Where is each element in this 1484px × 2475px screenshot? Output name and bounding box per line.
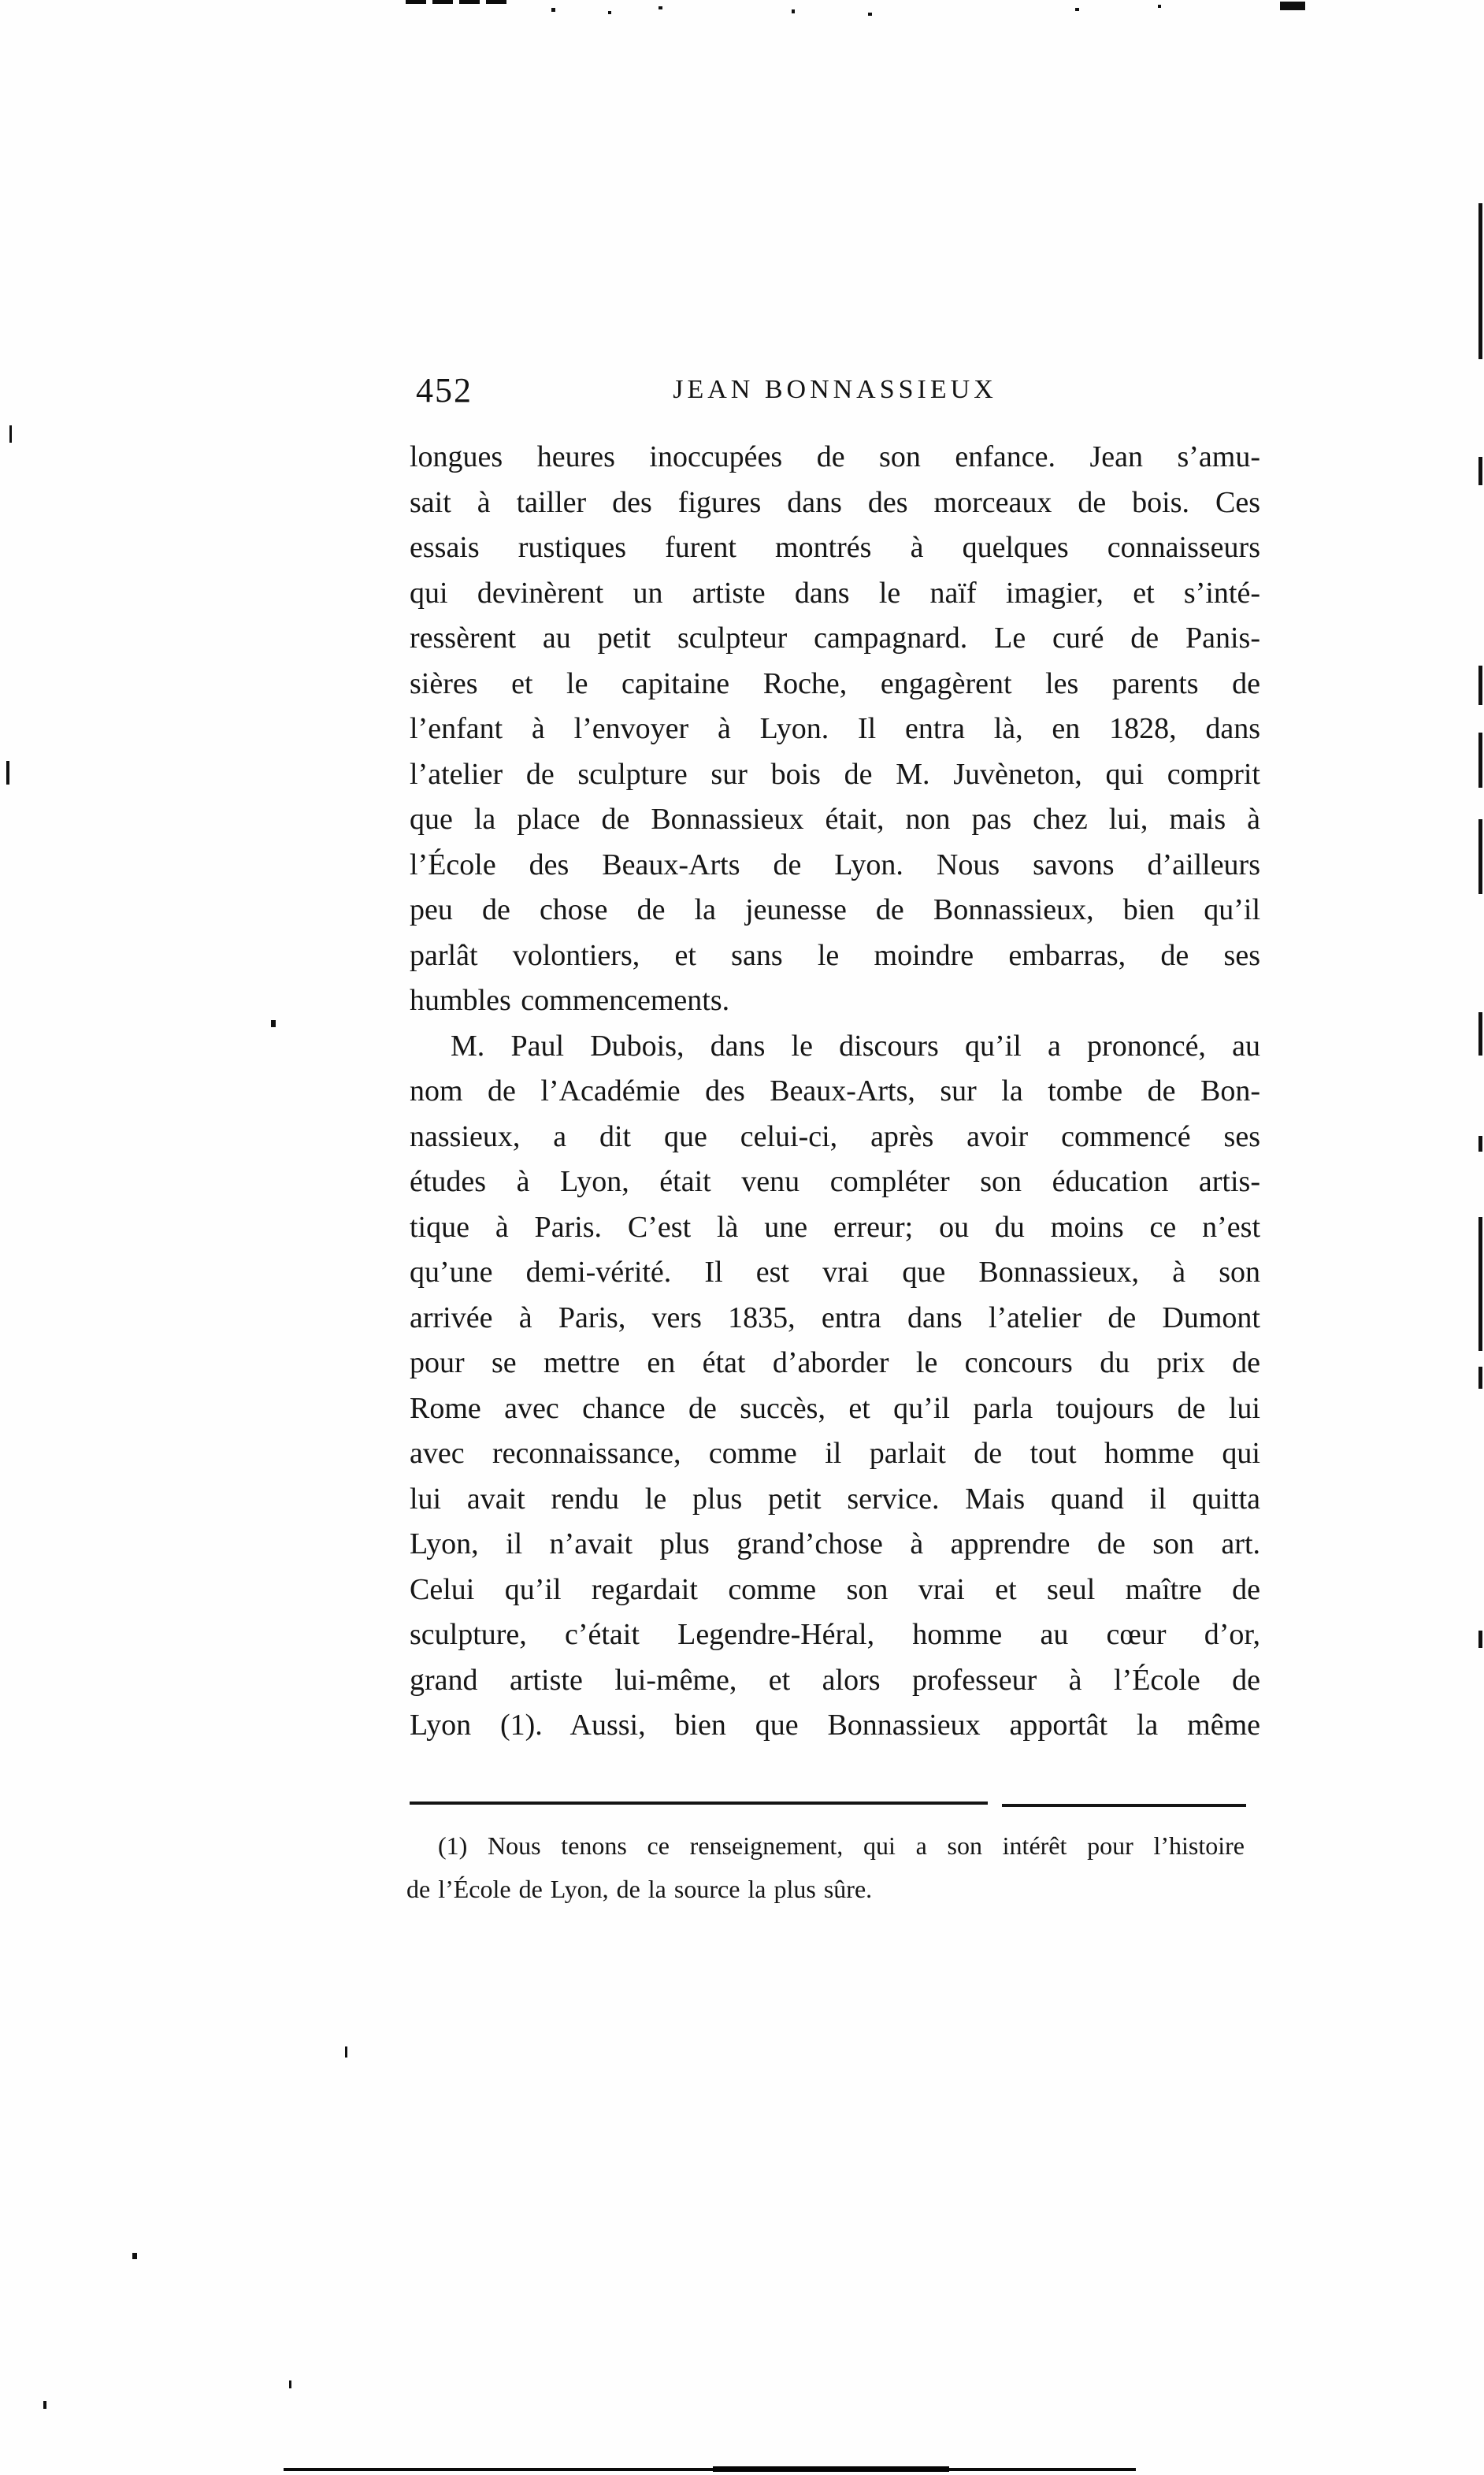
scan-edge-line <box>1478 1631 1482 1648</box>
page-number: 452 <box>416 371 473 410</box>
scan-edge-line <box>6 761 9 785</box>
text-line: sait à tailler des figures dans des morceaux de bois. Ces <box>410 485 1260 519</box>
scan-bottom-bar <box>713 2466 949 2472</box>
text-line: sculpture, c’était Legendre-Héral, homme au cœur d’or, <box>410 1618 1260 1651</box>
scan-edge-line <box>1478 1136 1482 1152</box>
text-line: de l’École de Lyon, de la source la plus sûre. <box>406 1875 873 1903</box>
text-line: l’École des Beaux-Arts de Lyon. Nous savons d’ailleurs <box>410 848 1260 881</box>
text-line: Rome avec chance de succès, et qu’il parla toujours de lui <box>410 1391 1260 1425</box>
body-text <box>410 435 1260 1749</box>
footnote-text <box>406 1824 1245 1911</box>
text-line: avec reconnaissance, comme il parlait de tout homme qui <box>410 1437 1260 1470</box>
scan-speckle <box>551 8 555 12</box>
text-line: longues heures inoccupées de son enfance. Jean s’amu- <box>410 440 1260 473</box>
scan-speckle <box>659 6 662 9</box>
text-line: arrivée à Paris, vers 1835, entra dans l’atelier de Dumont <box>410 1301 1260 1334</box>
scan-edge-line <box>1478 457 1482 485</box>
scan-speckle <box>1075 8 1079 11</box>
running-header-title: JEAN BONNASSIEUX <box>673 375 997 404</box>
text-line: essais rustiques furent montrés à quelques connaisseurs <box>410 531 1260 564</box>
scan-edge-line <box>1478 819 1482 894</box>
text-line: parlât volontiers, et sans le moindre embarras, de ses <box>410 938 1260 972</box>
text-line: Lyon, il n’avait plus grand’chose à apprendre de son art. <box>410 1527 1260 1560</box>
text-line: (1) Nous tenons ce renseignement, qui a son intérêt pour l’histoire <box>438 1831 1245 1860</box>
text-line: ressèrent au petit sculpteur campagnard. Le curé de Panis- <box>410 622 1260 655</box>
scan-speckle <box>608 11 611 14</box>
scan-speckle <box>132 2253 137 2259</box>
footnote-separator <box>1002 1804 1246 1807</box>
scan-speckle <box>271 1020 276 1027</box>
scan-speckle <box>1158 5 1161 8</box>
text-line: études à Lyon, était venu compléter son éducation artis- <box>410 1165 1260 1198</box>
scan-artifact-top-dash <box>406 0 512 4</box>
text-line: lui avait rendu le plus petit service. Mais quand il quitta <box>410 1482 1260 1516</box>
text-line: qui devinèrent un artiste dans le naïf imagier, et s’inté- <box>410 576 1260 610</box>
scan-speckle <box>345 2046 347 2058</box>
scan-edge-line <box>1478 203 1482 359</box>
text-line: Lyon (1). Aussi, bien que Bonnassieux apportât la même <box>410 1709 1260 1742</box>
footnote-separator <box>410 1802 988 1805</box>
scan-speckle <box>868 13 872 16</box>
scan-speckle <box>9 425 12 443</box>
scan-edge-line <box>1478 1367 1482 1389</box>
scan-edge-line <box>1478 666 1482 705</box>
text-line: grand artiste lui-même, et alors professeur à l’École de <box>410 1663 1260 1697</box>
scan-speckle <box>1280 2 1305 10</box>
text-line: sières et le capitaine Roche, engagèrent les parents de <box>410 666 1260 700</box>
scan-edge-line <box>1478 1012 1482 1056</box>
text-line: que la place de Bonnassieux était, non pas chez lui, mais à <box>410 803 1260 836</box>
scan-edge-line <box>1478 1217 1482 1351</box>
text-line: l’enfant à l’envoyer à Lyon. Il entra là, en 1828, dans <box>410 712 1260 745</box>
text-line: M. Paul Dubois, dans le discours qu’il a prononcé, au <box>451 1029 1260 1063</box>
scan-edge-line <box>1478 733 1482 788</box>
scan-speckle <box>792 9 795 13</box>
text-line: nom de l’Académie des Beaux-Arts, sur la tombe de Bon- <box>410 1074 1260 1108</box>
text-line: humbles commencements. <box>410 984 730 1017</box>
scan-bottom-bar <box>284 2468 1136 2471</box>
text-line: tique à Paris. C’est là une erreur; ou du moins ce n’est <box>410 1210 1260 1244</box>
text-line: l’atelier de sculpture sur bois de M. Juvèneton, qui comprit <box>410 757 1260 791</box>
scan-speckle <box>43 2401 46 2409</box>
text-line: nassieux, a dit que celui-ci, après avoir commencé ses <box>410 1119 1260 1153</box>
running-head <box>410 370 1260 417</box>
scan-speckle <box>289 2380 291 2388</box>
text-line: Celui qu’il regardait comme son vrai et seul maître de <box>410 1572 1260 1606</box>
text-line: pour se mettre en état d’aborder le concours du prix de <box>410 1346 1260 1379</box>
text-line: peu de chose de la jeunesse de Bonnassieux, bien qu’il <box>410 893 1260 926</box>
text-line: qu’une demi-vérité. Il est vrai que Bonnassieux, à son <box>410 1256 1260 1289</box>
